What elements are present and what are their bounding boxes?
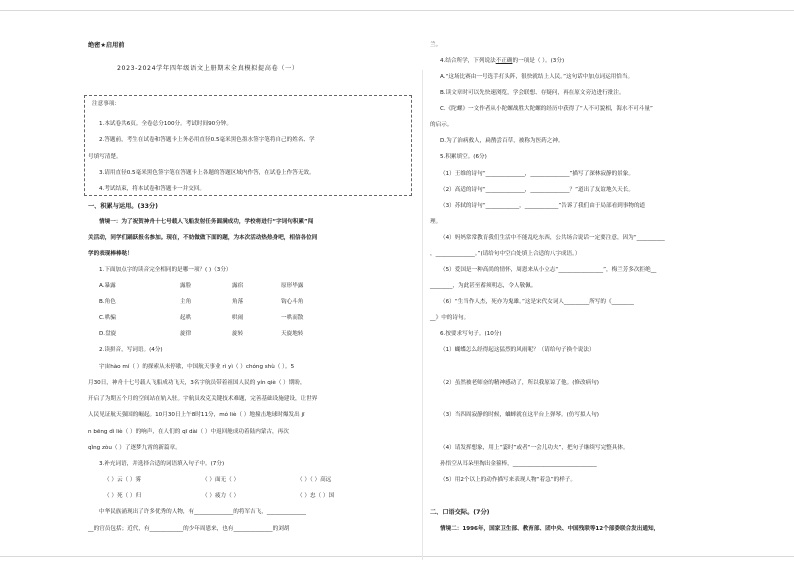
q5-line: （3）苏轼的诗句“____________，____________”告诉了我们由于局部看到事物的道 [440, 203, 646, 209]
q1-option: 露脸 [180, 283, 192, 289]
q3-blank: （ ）面无（ ） [202, 477, 240, 483]
q1-option: 哄闹 [232, 315, 244, 321]
question-3: 3.补充词语，并选择合适的词语填入句子中。(7分) [99, 461, 225, 467]
notice-item: 3.请用直径0.5毫米黑色签字笔在答题卡上各题的答题区域内作答，在试卷上作答无效。 [99, 170, 315, 176]
secret-label: 绝密★启用前 [88, 42, 125, 49]
section-2-heading: 二、口语交际。(7分) [430, 509, 490, 516]
q2-line: qǐng zòu（ ）了逐梦九霄的新篇章。 [88, 445, 181, 451]
q5-line: （4）妈妈常常教育我们生活中不能乱吃东西，公共场合说话一定要注意，因为“__________ [440, 235, 665, 241]
q3-blank: （ ）疲力（ ） [202, 493, 240, 499]
q1-option: 钩心斗角 [281, 299, 304, 305]
question-2: 2.读拼音，写词语。(4分) [99, 347, 163, 353]
question-4 [440, 59, 564, 65]
q4-option: D.为了治病救人，扁鹊尝百草，被称为医药之神。 [440, 138, 564, 144]
q4-option: B.读文章时可以先快速浏览，学会联想、存疑问，再在原文旁边进行批注。 [440, 90, 625, 96]
q4-option: A.“这场比赛由一号选手打头阵，很快就结上人民。”这句话中加点词运用恰当。 [440, 74, 634, 80]
notice-item: 4.考试结束，将本试卷和答题卡一并交回。 [99, 186, 206, 192]
question-1: 1.下面加点字的读音完全相同的是哪一项？( )（3分） [99, 267, 232, 273]
question-6: 6.按要求写句子。(10分) [440, 331, 502, 337]
q2-line: n bēng dì liè（ ）的响声，在人们的 qī dài（ ）中返回舱成功着陆内蒙古，再次 [88, 429, 289, 435]
intro-line: 情境一：为了祝贺神舟十七号载人飞船发射任务圆满成功，学校将进行“字词句积累”闯 [99, 219, 314, 225]
intro-line: 关活动，同学们踊跃报名参加。现在，不妨做做下面的题，为本次活动热热身吧，相信各位同 [88, 235, 318, 241]
q1-option: 旋律 [180, 331, 192, 337]
q1-option: C.哄骗 [99, 315, 116, 321]
q6-line: （2）虽然被老师奋的精神感动了，所以我原谅了他。(修改病句) [440, 380, 599, 386]
q1-option: B.角色 [99, 299, 116, 305]
q4-prefix: 4.结合所学，下列说法 [440, 58, 496, 64]
q1-option: 天旋地转 [281, 331, 304, 337]
q3-line: __的官员包括；近代，有____________的少年周恩来，也有______________的刘胡 [88, 526, 290, 532]
q1-option: 主角 [180, 299, 192, 305]
q6-line: （5）用2个以上的动作描写来表现人物“着急”的样子。 [440, 477, 576, 483]
q1-option: 旋转 [232, 331, 244, 337]
page-top-divider [0, 10, 794, 11]
section-1-heading: 一、积累与运用。(33分) [88, 203, 158, 210]
q3-blank: （ ）死（ ）归 [104, 493, 142, 499]
q3-line: 中华民族涌现出了许多优秀的人物，有______________的将军吉飞，______________ [99, 509, 306, 515]
q3-blank: （ ）云（ ）雾 [104, 477, 142, 483]
notice-item: 2.答题前，考生在试卷和答题卡上务必用直径0.5毫米黑色墨水签字笔将自己的姓名、学 [99, 137, 315, 143]
q6-line: （4）请发挥想象，用上“霎时”或者“一会儿功夫”，把句子继续写完整具体。 [440, 445, 629, 451]
q4-option: C.《陀螺》一文作者从小陀螺战胜大陀螺的经历中获得了“人不可貌相，海水不可斗量” [440, 106, 653, 112]
q5-line: ________，为此甚至蓄须明志，令人敬佩。 [430, 283, 537, 289]
q1-option: 起哄 [180, 315, 192, 321]
column-divider [422, 70, 423, 560]
q2-line: 月30日，神舟十七号载人飞船成功飞天，3名宇航员带着祖国人民的 yín qiè（ ）期盼， [88, 380, 306, 386]
q5-line: （5）爱国是一种高尚的情怀，周恩来从小立志“________________”，梅兰芳多次拒绝__ [440, 267, 657, 273]
q3-blank: （ ）（ ）高远 [297, 477, 332, 483]
intro-line: 学的表现棒棒哒！ [88, 251, 133, 257]
q1-option: A.暴露 [99, 283, 116, 289]
q5-line: （6）“生当作人杰，死亦为鬼雄。”这是宋代女词人_________所写的《________ [440, 299, 634, 305]
q1-option: D.盘旋 [99, 331, 117, 337]
notice-item: 1.本试卷共6页。全卷总分100分。考试时间90分钟。 [99, 121, 232, 127]
q2-line: 开启了为期五个月的空间站在轨入驻。宇航员攻克关键技术难题，完善基础设施建设，让世界 [88, 396, 318, 402]
notice-box [84, 95, 412, 196]
q6-line: （1）蝴蝶怎么经得起这猛烈的风雨呢？（请给句子换个说法） [440, 347, 595, 353]
q1-option: 露宿 [232, 283, 244, 289]
q4-suffix: 的一项是（ ）。(3分) [512, 58, 565, 64]
q2-line: 宇宙hào mí（ ）的探索从未停歇，中国航天事业 rì yì（ ）chóng shù（ ）。5 [99, 364, 295, 370]
q5-line: ，______________。”(请给句中空白处填上合适的八字成语。） [430, 251, 581, 257]
q5-line: （2）高适的诗句“______________，______________？”道出了友谊地久天长。 [440, 187, 634, 193]
section-2-intro: 情境二：1996年，国家卫生部、教育部、团中央、中国残联等12个部委联合发出通知， [440, 526, 660, 532]
q5-line: 理。 [430, 219, 442, 225]
q1-option: 原形毕露 [281, 283, 304, 289]
page-title: 2023-2024学年四年级语文上册期末全真模拟提高卷（一） [117, 65, 299, 72]
q6-line: 孙悟空从耳朵里掏出金箍棒，______________________________ [440, 461, 597, 467]
q4-option: 的启示。 [430, 122, 453, 128]
page-bottom-divider [0, 556, 794, 557]
q2-line: 人民见证航天强国的崛起。10月30日上午8时11分，mó liè（ ）地撞击地球时爆发出 jī [88, 412, 305, 418]
q5-line: __》中的诗句。 [430, 315, 470, 321]
q1-option: 角落 [232, 299, 244, 305]
question-5: 5.积累填空。(6分) [440, 154, 487, 160]
notice-item: 号填写清楚。 [88, 154, 122, 160]
notice-heading: 注意事项： [92, 101, 120, 107]
q6-line: （3）当四周寂静的时候，蛐蟀就在这平台上弹琴。(仿写拟人句) [440, 412, 599, 418]
continued-text: 兰。 [430, 42, 442, 48]
q5-line: （1）王维的诗句“______________，______________”描写了深林寂静的景象。 [440, 171, 634, 177]
q4-emphasis: 不正确 [495, 58, 513, 64]
q3-blank: （ ）忠（ ）国 [297, 493, 335, 499]
q1-option: 一哄而散 [281, 315, 304, 321]
